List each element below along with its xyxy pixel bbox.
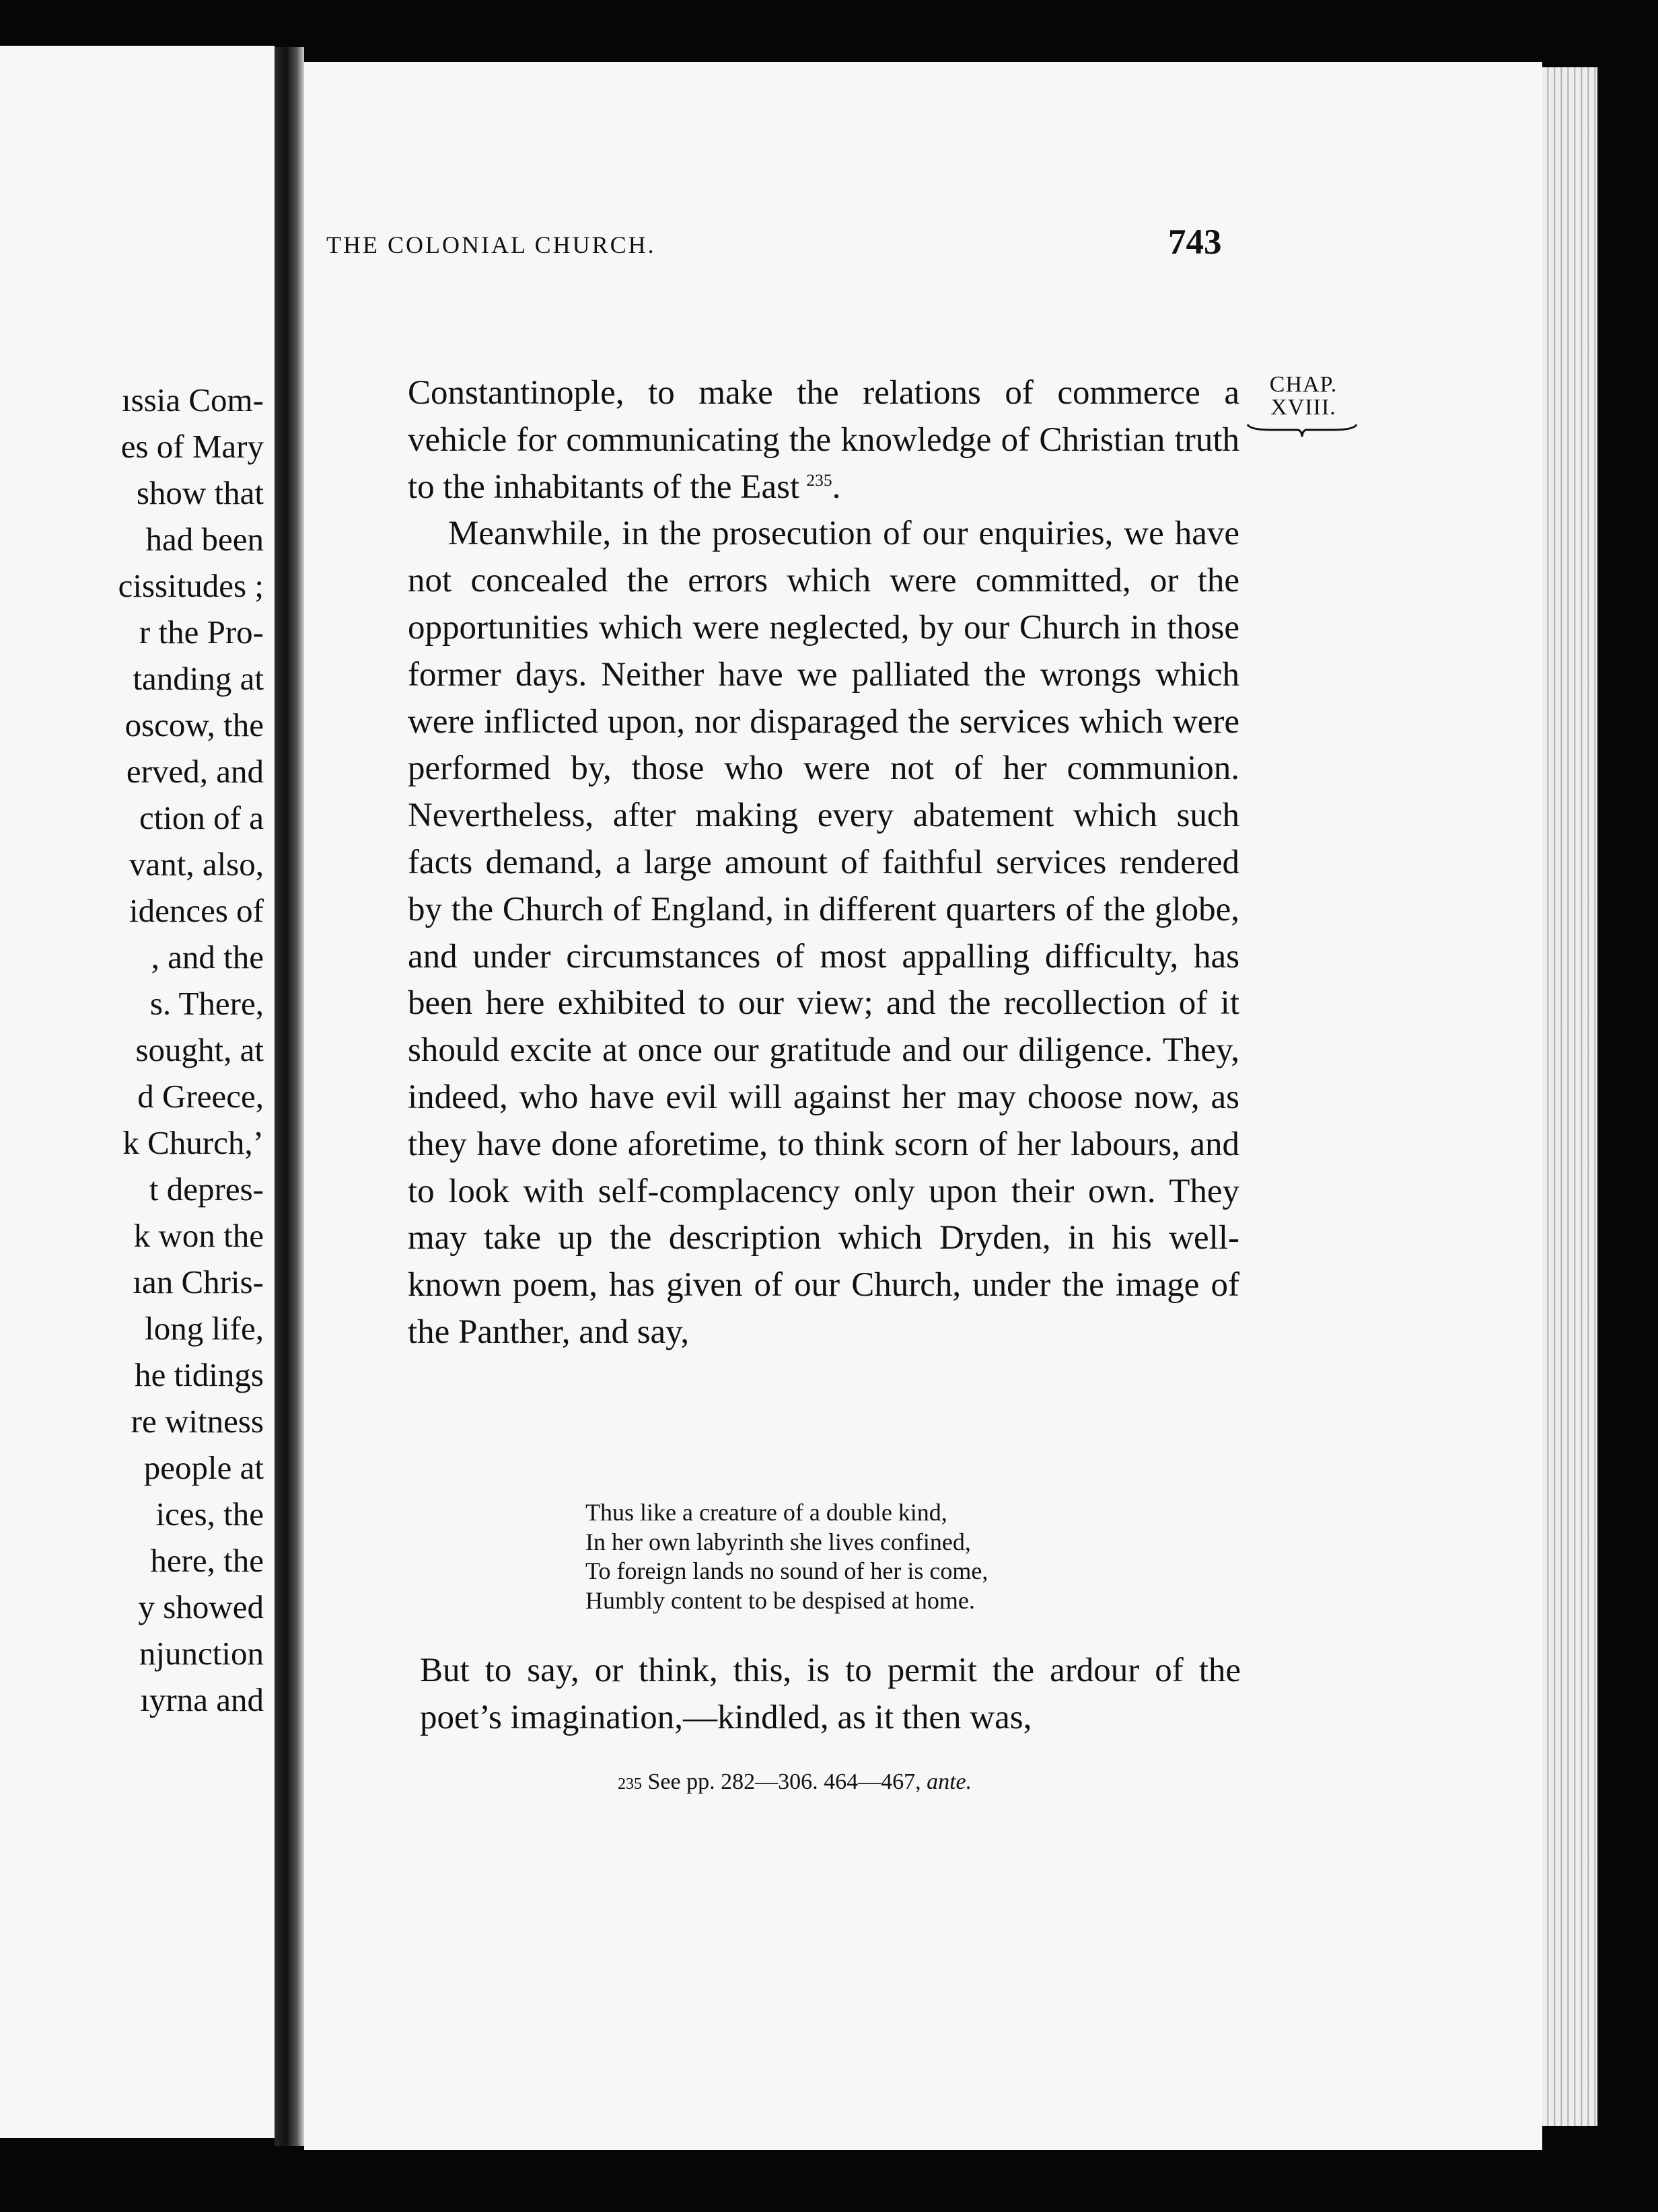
paragraph-after-verse: But to say, or think, this, is to permit the ardour of the poet’s imagination,—kindled, as it then was, — [420, 1652, 1241, 1736]
left-page-line: idences of — [129, 892, 264, 929]
left-page-line: njunction — [139, 1635, 264, 1672]
left-page-line: es of Mary — [120, 428, 264, 465]
left-page-line: ıssia Com- — [122, 381, 264, 418]
left-page-line: he tidings — [135, 1356, 264, 1393]
chapter-number: XVIII. — [1270, 395, 1336, 420]
footnote — [618, 1769, 972, 1795]
verse-line: Thus like a creature of a double kind, — [585, 1499, 947, 1526]
verse-line: To foreign lands no sound of her is come, — [585, 1557, 988, 1584]
left-page-line: cissitudes ; — [118, 567, 264, 604]
running-title: THE COLONIAL CHURCH. — [326, 231, 656, 258]
chapter-brace — [1245, 420, 1359, 441]
left-page-line: r the Pro- — [139, 614, 264, 651]
left-page-line: oscow, the — [124, 706, 264, 743]
paragraph-1-end: . — [832, 468, 841, 506]
left-page-line: vant, also, — [129, 846, 264, 883]
page-edge — [1542, 67, 1597, 2126]
left-page-line: , and the — [151, 938, 264, 975]
verse-line: In her own labyrinth she lives confined, — [585, 1528, 971, 1555]
left-page-line: t depres- — [149, 1171, 264, 1208]
paragraph-2: Meanwhile, in the prosecution of our enquiries, we have not concealed the errors which were committed, or the opportunities which were neglected, by our Church in those former days. Neither have we palliated the wrongs which were inflicted upon, nor disparaged the services which were performed by, those who were not of her communion. Nevertheless, after making every abatement which such facts demand, a large amount of faithful services rendered by the Church of England, in different quarters of the globe, and under circumstances of most appalling difficulty, has been here exhibited to our view; and the recollection of it should excite at once our gratitude and our diligence. They, indeed, who have evil will against her may choose now, as they have done aforetime, to think scorn of her labours, and to look with self-complacency only upon their own. They may take up the description which Dryden, in his well-known poem, has given of our Church, under the image of the Panther, and say, — [408, 515, 1239, 1351]
left-page-line: ıan Chris- — [133, 1263, 264, 1300]
paragraph-continuation — [408, 370, 1239, 511]
left-page-line: ıyrna and — [140, 1681, 264, 1718]
left-page-line: tanding at — [133, 660, 264, 697]
paragraph-1-text: Constantinople, to make the relations of commerce a vehicle for communicating the knowledge of Christian truth to the inhabitants of the East — [408, 374, 1239, 506]
chapter-marker — [1253, 373, 1354, 419]
left-page-line: sought, at — [135, 1031, 264, 1068]
left-page-line: ction of a — [139, 799, 264, 836]
left-page-line: re witness — [131, 1403, 264, 1440]
footnote-text: See pp. 282—306. 464—467, — [647, 1769, 921, 1794]
main-text — [408, 370, 1239, 1356]
left-page-line: ices, the — [155, 1496, 264, 1533]
footnote-marker: 235 — [618, 1775, 642, 1793]
left-page-line: erved, and — [126, 753, 264, 790]
footnote-ante: ante. — [927, 1769, 972, 1794]
left-page-line: here, the — [150, 1542, 264, 1579]
left-page — [0, 46, 275, 2138]
book-gutter — [275, 47, 304, 2146]
left-page-line: show that — [136, 474, 264, 511]
left-page-line: k Church,’ — [122, 1124, 264, 1161]
verse-line: Humbly content to be despised at home. — [585, 1586, 975, 1614]
left-page-line: k won the — [133, 1217, 264, 1254]
left-page-line: s. There, — [149, 985, 264, 1022]
page-number: 743 — [1168, 223, 1222, 262]
left-page-line: d Greece, — [137, 1078, 264, 1115]
footnote-reference: 235 — [806, 470, 832, 490]
left-page-line: had been — [145, 521, 264, 558]
chapter-label: CHAP. — [1269, 372, 1338, 397]
left-page-line: y showed — [138, 1588, 264, 1625]
verse-quotation — [585, 1498, 988, 1615]
left-page-line: long life, — [145, 1310, 264, 1347]
left-page-line: people at — [143, 1449, 264, 1486]
